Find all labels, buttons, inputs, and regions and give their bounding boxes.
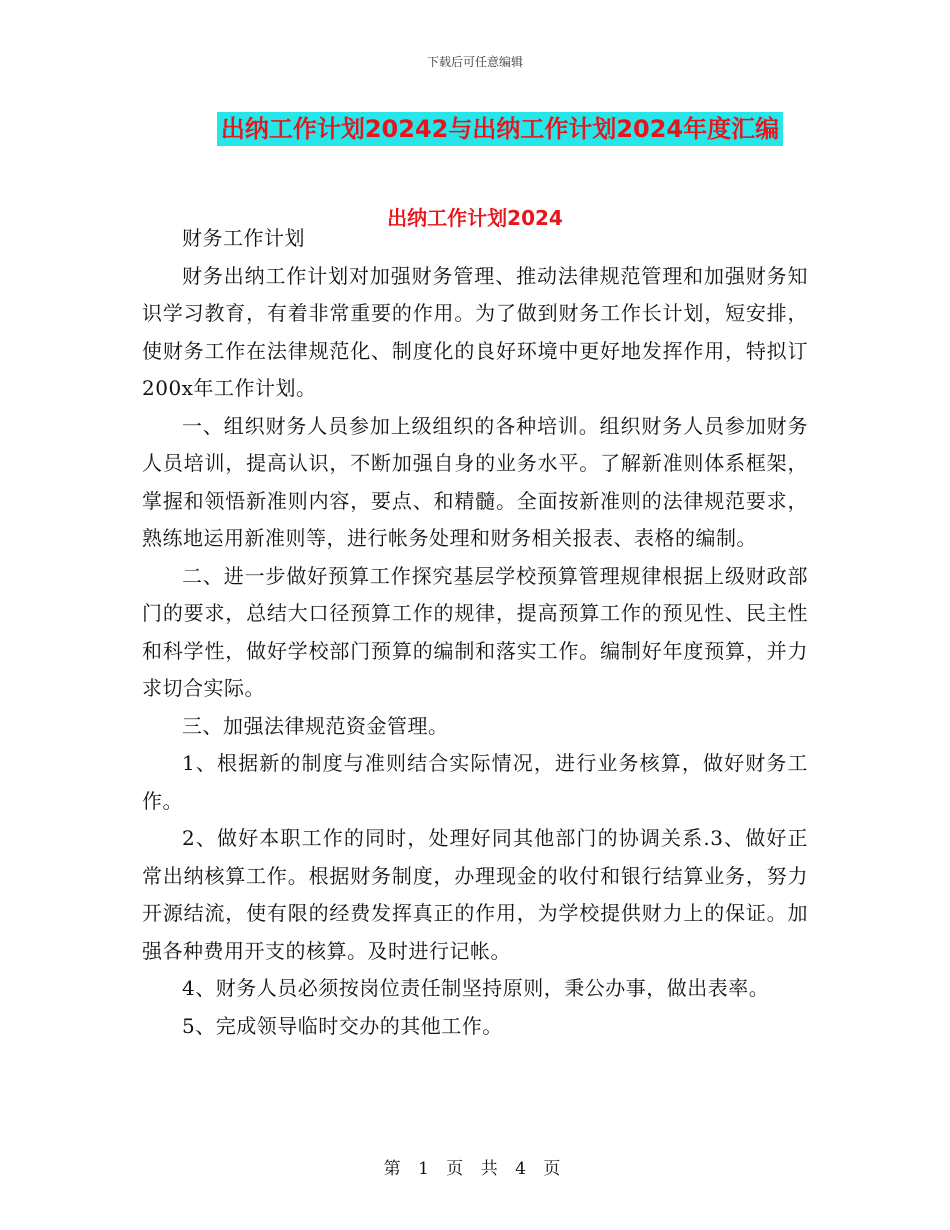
paragraph: 2、做好本职工作的同时，处理好同其他部门的协调关系.3、做好正常出纳核算工作。根据财务制度，办理现金的收付和银行结算业务，努力开源结流，使有限的经费发挥真正的作用，为学校提供财力上的保证。加强各种费用开支的核算。及时进行记帐。 bbox=[142, 826, 808, 963]
paragraph: 三、加强法律规范资金管理。 bbox=[182, 713, 449, 738]
paragraph: 5、完成领导临时交办的其他工作。 bbox=[182, 1013, 503, 1038]
main-title-container bbox=[0, 112, 950, 146]
paragraph: 二、进一步做好预算工作探究基层学校预算管理规律根据上级财政部门的要求，总结大口径预算工作的规律，提高预算工作的预见性、民主性和科学性，做好学校部门预算的编制和落实工作。编制好年度预算，并力求切合实际。 bbox=[142, 563, 808, 700]
document-body bbox=[142, 220, 808, 1045]
document-title: 出纳工作计划20242与出纳工作计划2024年度汇编 bbox=[217, 112, 783, 146]
page-header-note: 下载后可任意编辑 bbox=[426, 55, 523, 69]
section-title: 出纳工作计划2024 bbox=[387, 206, 563, 230]
paragraph: 财务工作计划 bbox=[182, 226, 305, 250]
page-number-footer: 第 1 页 共 4 页 bbox=[383, 1159, 567, 1179]
paragraph: 一、组织财务人员参加上级组织的各种培训。组织财务人员参加财务人员培训，提高认识，不断加强自身的业务水平。了解新准则体系框架，掌握和领悟新准则内容，要点、和精髓。全面按新准则的法律规范要求，熟练地运用新准则等，进行帐务处理和财务相关报表、表格的编制。 bbox=[142, 413, 808, 550]
paragraph: 1、根据新的制度与准则结合实际情况，进行业务核算，做好财务工作。 bbox=[142, 751, 808, 813]
paragraph: 财务出纳工作计划对加强财务管理、推动法律规范管理和加强财务知识学习教育，有着非常重要的作用。为了做到财务工作长计划，短安排，使财务工作在法律规范化、制度化的良好环境中更好地发挥作用，特拟订200x年工作计划。 bbox=[142, 263, 808, 400]
paragraph: 4、财务人员必须按岗位责任制坚持原则，秉公办事，做出表率。 bbox=[182, 976, 770, 1000]
